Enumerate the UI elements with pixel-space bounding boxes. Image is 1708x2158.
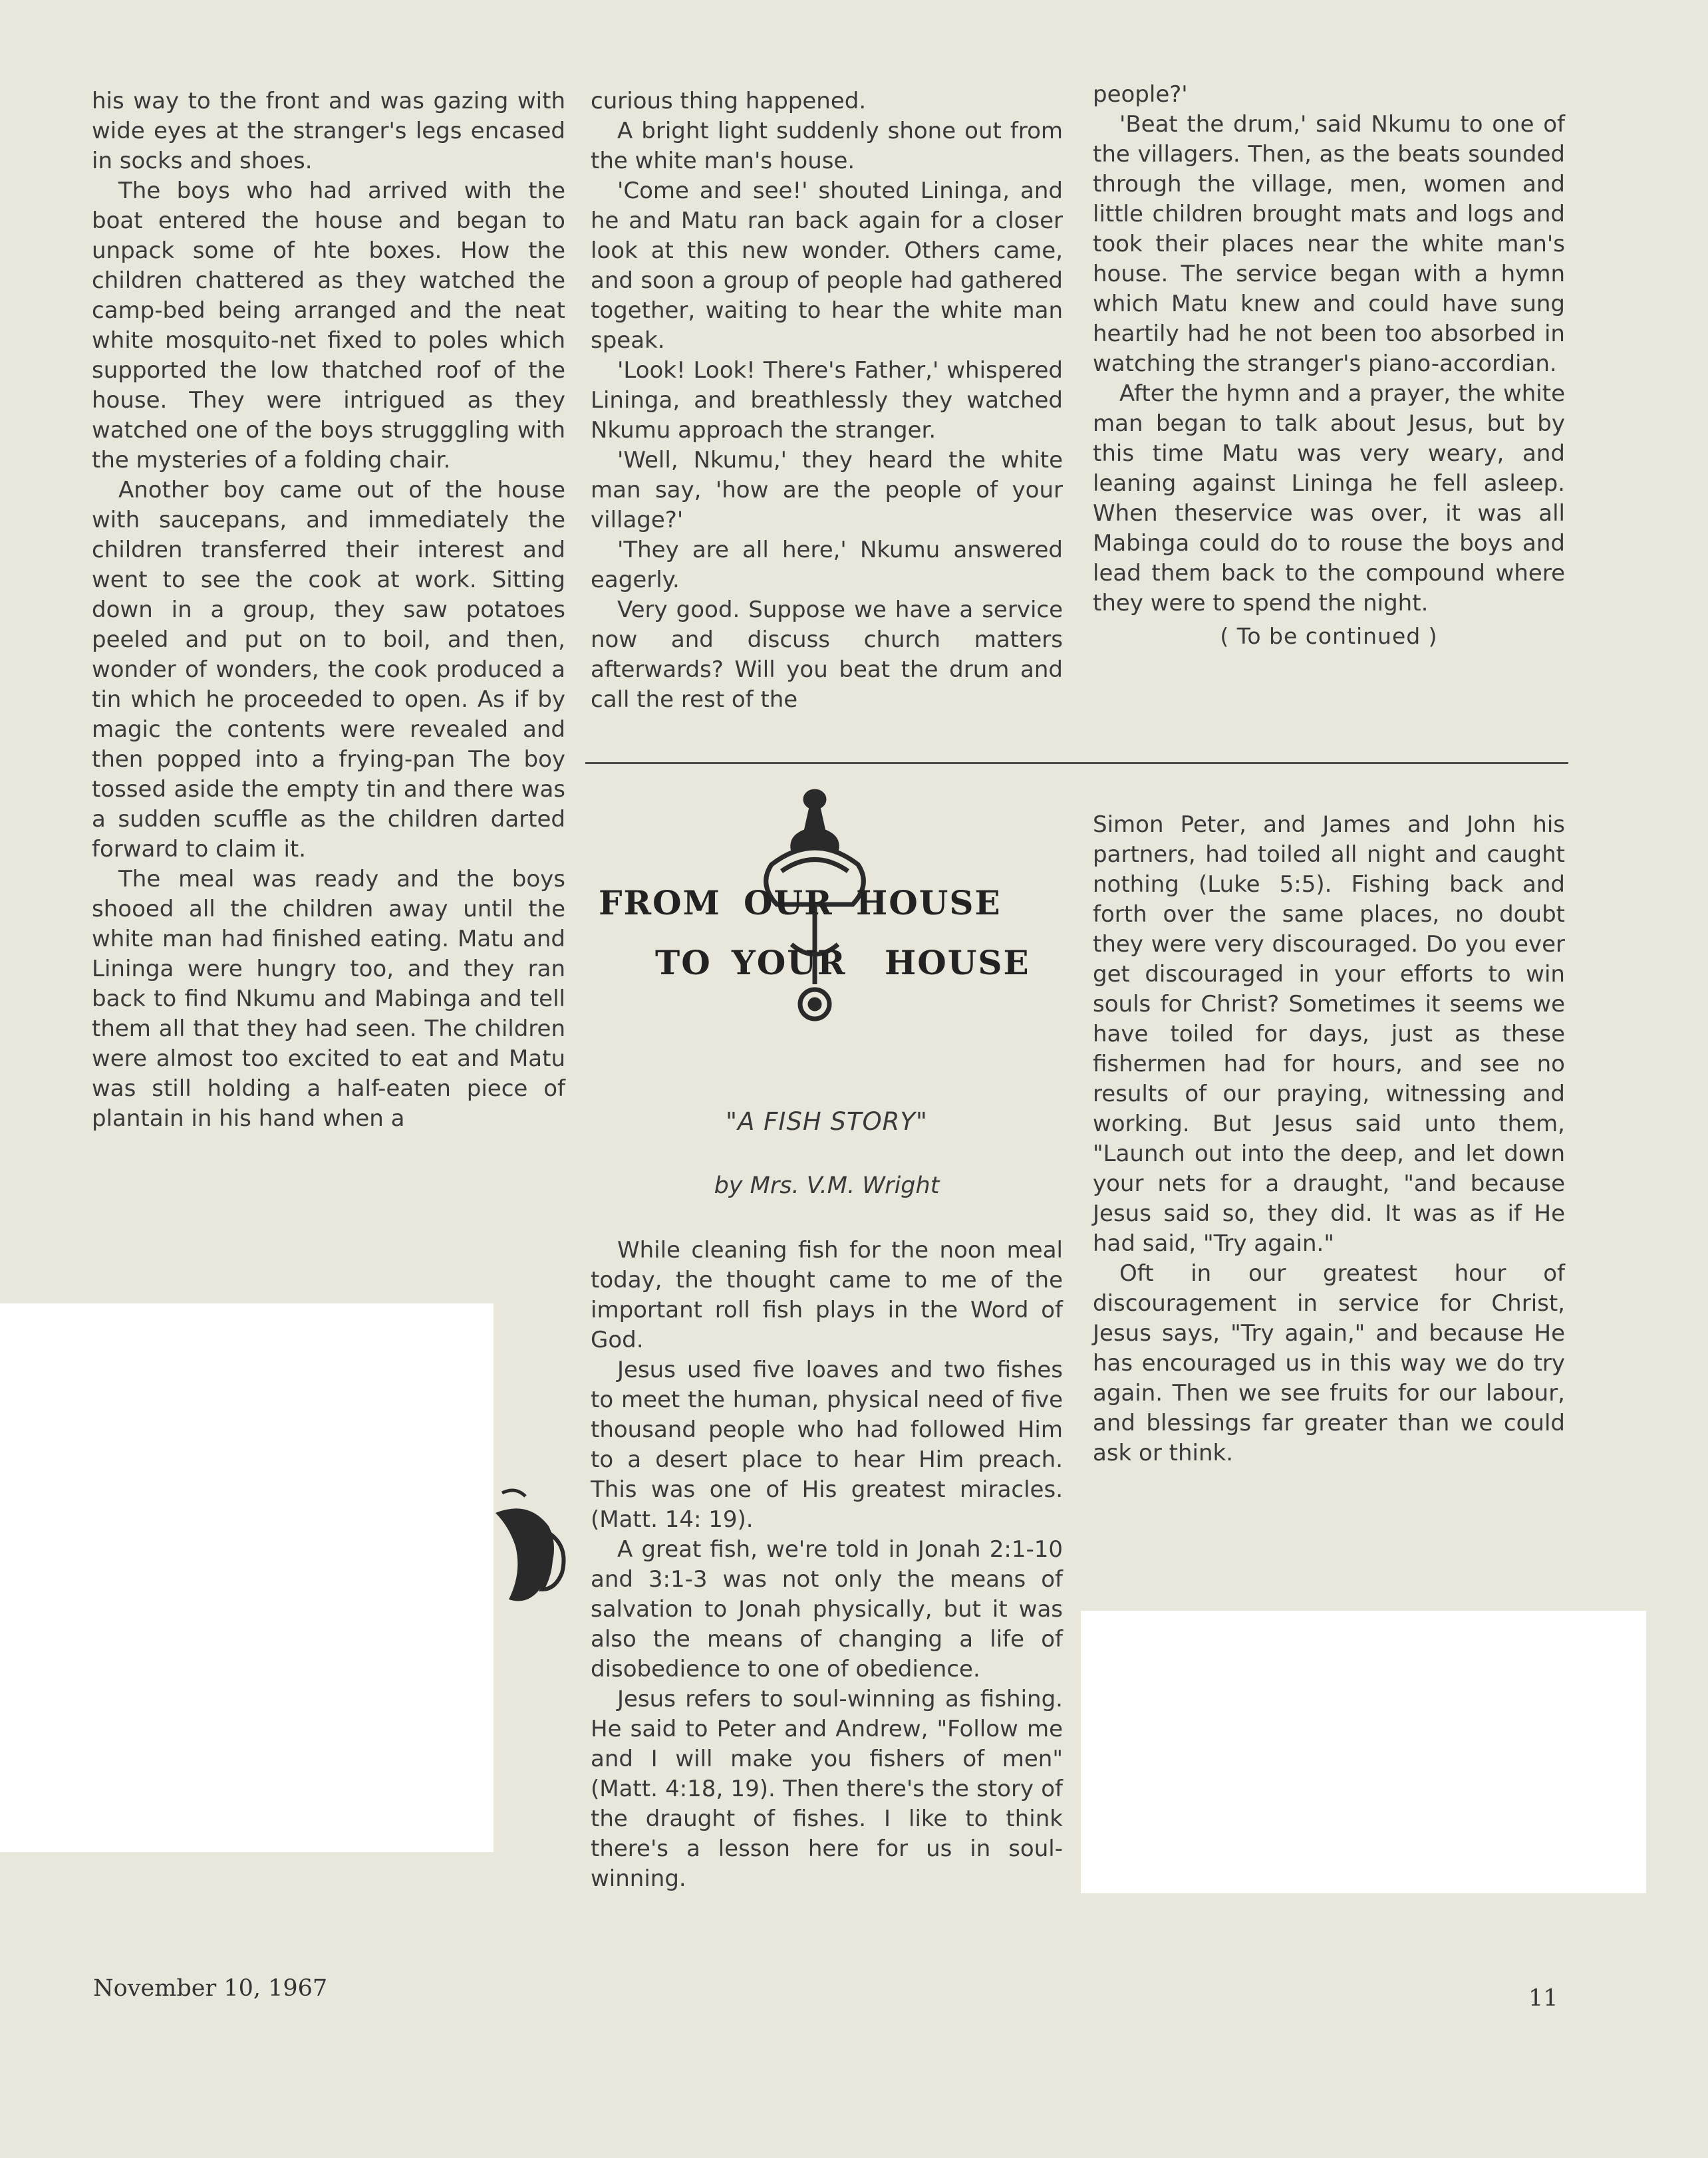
article-paragraph: Jesus refers to soul-winning as fishing. He said to Peter and Andrew, "Follow me and I will make you fishers of men" (Matt. 4:18, 19). Then there's the story of the draught of fishes. I like to think there's a lesson here for us in soul-winning.	[591, 1686, 1063, 1892]
page-number: 11	[1528, 1985, 1558, 2012]
article-middle-column	[591, 1236, 1063, 1894]
fish-illustration-icon	[489, 1473, 582, 1619]
article-paragraph: Simon Peter, and James and John his partners, had toiled all night and caught nothing (Luke 5:5). Fishing back and forth over the same places, no doubt they were very discouraged. Do you ever get discouraged in your efforts to win souls for Christ? Sometimes it seems we have toiled for days, just as these fishermen had for hours, and see no results of our praying, witnessing and working. But Jesus said unto them, "Launch out into the deep, and let down your nets for a draught, "and because Jesus said so, they did. It was as if He had said, "Try again."	[1093, 811, 1565, 1257]
story-paragraph: After the hymn and a prayer, the white man began to talk about Jesus, but by this time Matu was very weary, and leaning against Lininga he fell asleep. When theservice was over, it was all Mabinga could do to rouse the boys and lead them back to the compound where they were to spend the night.	[1093, 380, 1565, 616]
logo-word-house: HOUSE	[856, 883, 1002, 922]
story-paragraph: his way to the front and was gazing with wide eyes at the stranger's legs encased in socks and shoes.	[92, 88, 565, 174]
section-divider	[585, 762, 1568, 764]
article-paragraph: A great fish, we're told in Jonah 2:1-10 and 3:1-3 was not only the means of salvation to Jonah physically, but it was also the means of changing a life of disobedience to one of obedience.	[591, 1536, 1063, 1683]
article-right-column	[1093, 810, 1565, 1468]
story-paragraph: 'Come and see!' shouted Lininga, and he and Matu ran back again for a closer look at this new wonder. Others came, and soon a group of people had gathered together, waiting to hear the white man speak.	[591, 178, 1063, 354]
story-paragraph: 'They are all here,' Nkumu answered eagerly.	[591, 537, 1063, 593]
house-logo	[592, 785, 1064, 1037]
story-paragraph: curious thing happened.	[591, 88, 867, 114]
article-byline: by Mrs. V.M. Wright	[714, 1172, 940, 1199]
article-paragraph: While cleaning fish for the noon meal today, the thought came to me of the important roll fish plays in the Word of God.	[591, 1237, 1063, 1353]
logo-word-from: FROM	[599, 883, 721, 922]
issue-date: November 10, 1967	[93, 1975, 328, 2002]
article-paragraph: Oft in our greatest hour of discouragement in service for Christ, Jesus says, "Try again," and because He has encouraged us in this way we do try again. Then we see fruits for our labour, and blessings far greater than we could ask or think.	[1093, 1260, 1565, 1466]
redacted-image-right	[1081, 1611, 1646, 1893]
logo-word-to: TO	[655, 943, 712, 982]
redacted-image-left	[0, 1303, 494, 1852]
story-right-column	[1093, 80, 1565, 651]
logo-word-house: HOUSE	[885, 943, 1030, 982]
story-paragraph: 'Beat the drum,' said Nkumu to one of the villagers. Then, as the beats sounded through the village, men, women and little children brought mats and logs and took their places near the white man's house. The service began with a hymn which Matu knew and could have sung heartily had he not been too absorbed in watching the stranger's piano-accordian.	[1093, 111, 1565, 377]
story-left-column	[92, 86, 565, 1134]
story-paragraph: 'Look! Look! There's Father,' whispered Lininga, and breathlessly they watched Nkumu approach the stranger.	[591, 357, 1063, 444]
story-paragraph: The meal was ready and the boys shooed all the children away until the white man had finished eating. Matu and Lininga were hungry too, and they ran back to find Nkumu and Mabinga and tell them all that they had seen. The children were almost too excited to eat and Matu was still holding a half-eaten piece of plantain in his hand when a	[92, 866, 565, 1132]
story-paragraph: 'Well, Nkumu,' they heard the white man say, 'how are the people of your village?'	[591, 447, 1063, 533]
story-paragraph: people?'	[1093, 81, 1188, 108]
story-paragraph: Very good. Suppose we have a service now and discuss church matters afterwards? Will you beat the drum and call the rest of the	[591, 597, 1063, 713]
story-paragraph: Another boy came out of the house with saucepans, and immediately the children transferred their interest and went to see the cook at work. Sitting down in a group, they saw potatoes peeled and put on to boil, and then, wonder of wonders, the cook produced a tin which he proceeded to open. As if by magic the contents were revealed and then popped into a frying-pan The boy tossed aside the empty tin and there was a sudden scuffle as the children darted forward to claim it.	[92, 477, 565, 863]
logo-word-our: OUR	[744, 883, 833, 922]
logo-word-your: YOUR	[732, 943, 847, 982]
story-paragraph: A bright light suddenly shone out from the white man's house.	[591, 118, 1063, 174]
story-middle-column	[591, 86, 1063, 715]
story-paragraph: The boys who had arrived with the boat entered the house and began to unpack some of hte boxes. How the children chattered as they watched the camp-bed being arranged and the neat white mosquito-net fixed to poles which supported the low thatched roof of the house. They were intrigued as they watched one of the boys strugggling with the mysteries of a folding chair.	[92, 178, 565, 473]
article-title: "A FISH STORY"	[726, 1107, 928, 1136]
article-paragraph: Jesus used five loaves and two fishes to meet the human, physical need of five thousand people who had followed Him to a desert place to hear Him preach. This was one of His greatest miracles. (Matt. 14: 19).	[591, 1357, 1063, 1533]
to-be-continued-note: ( To be continued )	[1220, 623, 1438, 649]
